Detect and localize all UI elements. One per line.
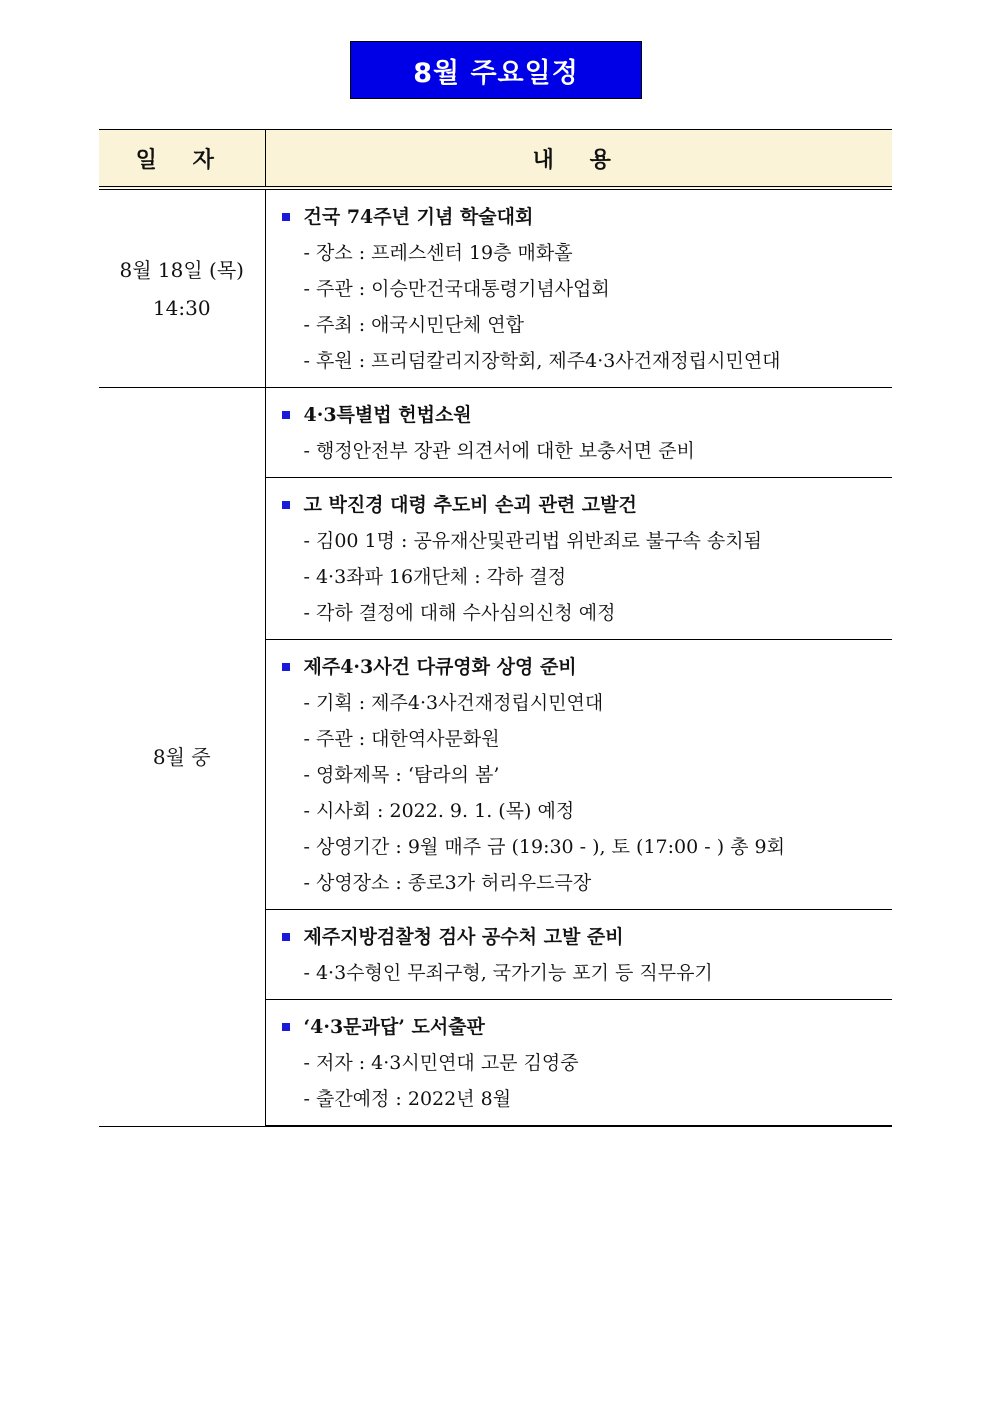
item-detail: - 저자 : 4·3시민연대 고문 김영중 <box>303 1052 579 1074</box>
item-title <box>278 1009 893 1045</box>
date-text: 8월 18일 (목) <box>119 257 244 282</box>
item-title-text: 제주지방검찰청 검사 공수처 고발 준비 <box>303 926 624 948</box>
date-cell <box>99 188 265 388</box>
square-bullet-icon <box>282 213 290 221</box>
item-detail: - 주관 : 이승만건국대통령기념사업회 <box>303 278 610 300</box>
schedule-table <box>99 129 892 1127</box>
item-title <box>278 397 893 433</box>
item-title-text: 고 박진경 대령 추도비 손괴 관련 고발건 <box>303 494 637 516</box>
content-cell <box>265 188 892 388</box>
item-title <box>278 487 893 523</box>
content-cell <box>265 478 892 640</box>
header-content: 내 용 <box>265 130 892 189</box>
table-row <box>99 188 892 388</box>
item-detail: - 후원 : 프리덤칼리지장학회, 제주4·3사건재정립시민연대 <box>303 350 781 372</box>
item-title-text: 4·3특별법 헌법소원 <box>303 404 472 426</box>
item-detail: - 영화제목 : ‘탐라의 봄’ <box>303 764 500 786</box>
item-detail: - 4·3좌파 16개단체 : 각하 결정 <box>303 566 567 588</box>
time-text: 14:30 <box>152 295 211 320</box>
item-title <box>278 199 893 235</box>
square-bullet-icon <box>282 933 290 941</box>
item-detail: - 행정안전부 장관 의견서에 대한 보충서면 준비 <box>303 440 695 462</box>
item-detail: - 각하 결정에 대해 수사심의신청 예정 <box>303 602 616 624</box>
item-detail: - 기획 : 제주4·3사건재정립시민연대 <box>303 692 604 714</box>
square-bullet-icon <box>282 1023 290 1031</box>
table-row <box>99 388 892 478</box>
page-title: 8월 주요일정 <box>413 57 579 89</box>
content-cell <box>265 640 892 910</box>
item-detail: - 상영장소 : 종로3가 허리우드극장 <box>303 872 592 894</box>
item-detail: - 4·3수형인 무죄구형, 국가기능 포기 등 직무유기 <box>303 962 713 984</box>
table-header-row <box>99 130 892 189</box>
item-detail: - 출간예정 : 2022년 8월 <box>303 1088 512 1110</box>
item-detail: - 장소 : 프레스센터 19층 매화홀 <box>303 242 573 264</box>
item-detail: - 시사회 : 2022. 9. 1. (목) 예정 <box>303 800 575 822</box>
date-cell <box>99 388 265 1127</box>
square-bullet-icon <box>282 411 290 419</box>
date-text: 8월 중 <box>152 744 211 769</box>
item-title <box>278 919 893 955</box>
item-title <box>278 649 893 685</box>
item-detail: - 주최 : 애국시민단체 연합 <box>303 314 525 336</box>
item-title-text: 건국 74주년 기념 학술대회 <box>303 206 534 228</box>
content-cell <box>265 388 892 478</box>
item-title-text: ‘4·3문과답’ 도서출판 <box>303 1016 485 1038</box>
content-cell <box>265 1000 892 1127</box>
square-bullet-icon <box>282 501 290 509</box>
content-cell <box>265 910 892 1000</box>
item-detail: - 주관 : 대한역사문화원 <box>303 728 500 750</box>
item-detail: - 상영기간 : 9월 매주 금 (19:30 - ), 토 (17:00 - ) 총 9회 <box>303 836 785 858</box>
title-box <box>350 41 642 99</box>
item-detail: - 김00 1명 : 공유재산및관리법 위반죄로 불구속 송치됨 <box>303 530 762 552</box>
item-title-text: 제주4·3사건 다큐영화 상영 준비 <box>303 656 577 678</box>
header-date: 일 자 <box>99 130 265 189</box>
square-bullet-icon <box>282 663 290 671</box>
